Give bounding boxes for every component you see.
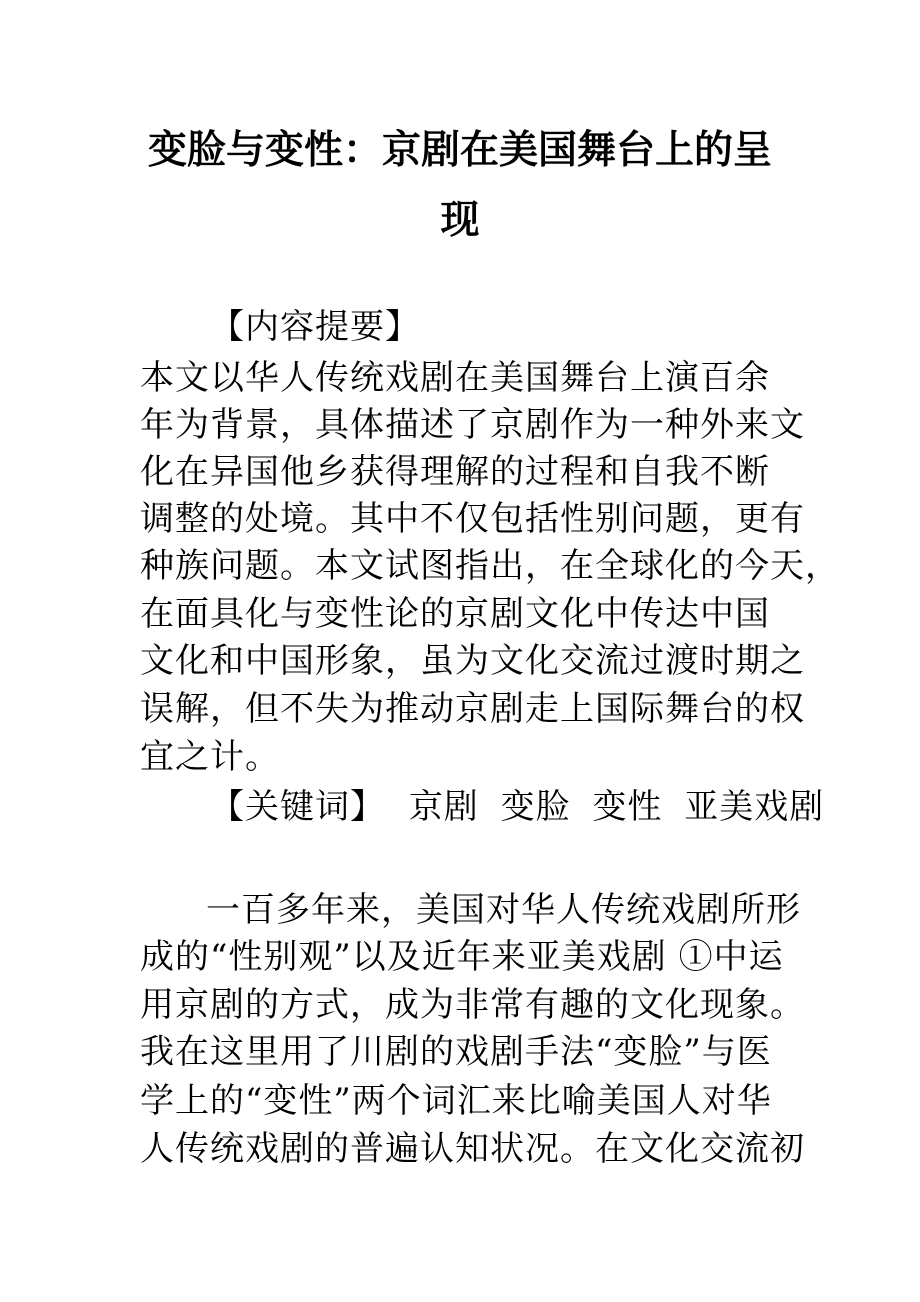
keyword: 变脸 — [500, 787, 571, 827]
abstract-line: 化在异国他乡获得理解的过程和自我不断 — [140, 452, 770, 492]
body-line: 用京剧的方式，成为非常有趣的文化现象。 — [140, 985, 805, 1025]
body-line: 一百多年来，美国对华人传统戏剧所形 — [206, 890, 801, 930]
body-line: 我在这里用了川剧的戏剧手法“变脸”与医 — [140, 1032, 772, 1072]
abstract-line: 本文以华人传统戏剧在美国舞台上演百余 — [140, 358, 770, 398]
title-line-2: 现 — [440, 197, 480, 243]
keyword: 京剧 — [408, 787, 479, 827]
body-line: 人传统戏剧的普遍认知状况。在文化交流初 — [140, 1129, 805, 1169]
keyword: 变性 — [592, 787, 663, 827]
body-line: 学上的“变性”两个词汇来比喻美国人对华 — [140, 1081, 772, 1121]
abstract-line: 调整的处境。其中不仅包括性别问题，更有 — [140, 499, 805, 539]
abstract-line: 年为背景，具体描述了京剧作为一种外来文 — [140, 405, 805, 445]
body-line: 成的“性别观”以及近年来亚美戏剧 ①中运 — [140, 937, 784, 977]
abstract-line: 种族问题。本文试图指出，在全球化的今天， — [140, 546, 840, 586]
abstract-line: 文化和中国形象，虽为文化交流过渡时期之 — [140, 641, 805, 681]
abstract-line: 宜之计。 — [140, 737, 280, 777]
abstract-line: 在面具化与变性论的京剧文化中传达中国 — [140, 594, 770, 634]
keywords-label: 【关键词】 — [210, 787, 385, 827]
keyword: 亚美戏剧 — [684, 787, 825, 827]
keywords-line — [210, 785, 824, 829]
abstract-line: 误解，但不失为推动京剧走上国际舞台的权 — [140, 689, 805, 729]
title-line-1: 变脸与变性：京剧在美国舞台上的呈 — [147, 127, 772, 173]
abstract-heading: 【内容提要】 — [210, 307, 420, 347]
